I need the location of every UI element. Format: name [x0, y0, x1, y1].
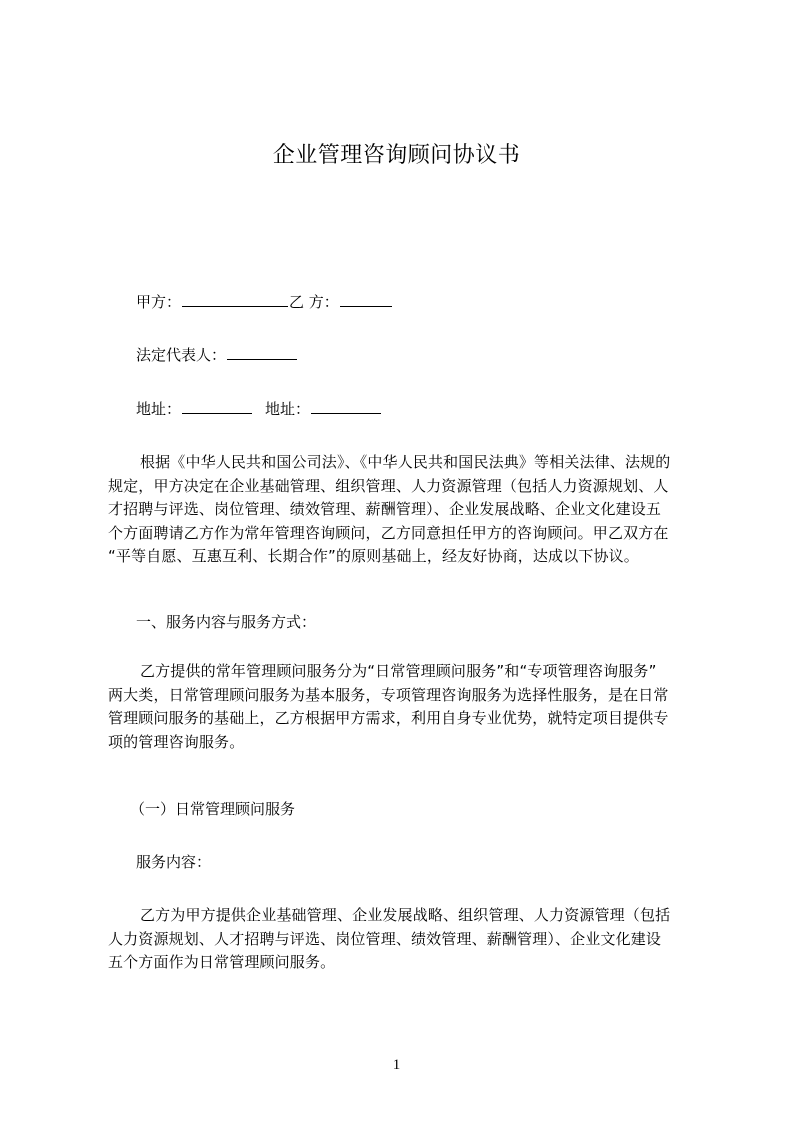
address-b-label: 地址： — [265, 400, 311, 418]
subsection1-line: 人力资源规划、人才招聘与评选、岗位管理、绩效管理、薪酬管理）、企业文化建设 — [108, 929, 662, 948]
preamble-line: 个方面聘请乙方作为常年管理咨询顾问，乙方同意担任甲方的咨询顾问。甲乙双方在 — [108, 523, 669, 542]
address-a-label: 地址： — [136, 400, 182, 418]
subsection1-heading: （一）日常管理顾问服务 — [130, 800, 296, 818]
party-b-blank — [340, 292, 392, 307]
address-b-blank — [311, 399, 381, 414]
page-number: 1 — [392, 1057, 401, 1073]
section1-line: 管理顾问服务的基础上，乙方根据甲方需求，利用自身专业优势，就特定项目提供专 — [108, 709, 669, 728]
section1-paragraph — [108, 660, 699, 754]
section1-line: 两大类，日常管理顾问服务为基本服务，专项管理咨询服务为选择性服务，是在日常 — [108, 685, 669, 704]
party-a-label: 甲方： — [136, 293, 182, 311]
address-a-blank — [182, 399, 252, 414]
section1-heading: 一、服务内容与服务方式： — [136, 613, 317, 631]
service-content-label: 服务内容： — [136, 853, 212, 871]
party-b-label: 乙 方： — [289, 293, 339, 311]
section1-line: 乙方提供的常年管理顾问服务分为“日常管理顾问服务”和“专项管理咨询服务” — [140, 662, 657, 680]
preamble-line: 根据《中华人民共和国公司法》、《中华人民共和国民法典》等相关法律、法规的 — [140, 453, 671, 471]
preamble-line: 才招聘与评选、岗位管理、绩效管理、薪酬管理）、企业发展战略、企业文化建设五 — [108, 500, 662, 519]
preamble-line: “平等自愿、互惠互利、长期合作”的原则基础上，经友好协商，达成以下协议。 — [108, 547, 639, 566]
party-a-blank — [182, 292, 288, 307]
legal-rep-line — [136, 345, 298, 365]
subsection1-paragraph — [108, 904, 699, 975]
document-title: 企业管理咨询顾问协议书 — [272, 143, 521, 168]
section1-line: 项的管理咨询服务。 — [108, 732, 245, 751]
preamble-paragraph — [108, 451, 699, 569]
preamble-line: 规定，甲方决定在企业基础管理、组织管理、人力资源管理（包括人力资源规划、人 — [108, 476, 669, 495]
subsection1-line: 五个方面作为日常管理顾问服务。 — [108, 953, 336, 972]
address-line — [136, 399, 382, 419]
legal-rep-label: 法定代表人： — [136, 346, 227, 364]
subsection1-line: 乙方为甲方提供企业基础管理、企业发展战略、组织管理、人力资源管理（包括 — [140, 906, 671, 924]
party-line — [136, 292, 393, 312]
legal-rep-blank — [227, 345, 297, 360]
